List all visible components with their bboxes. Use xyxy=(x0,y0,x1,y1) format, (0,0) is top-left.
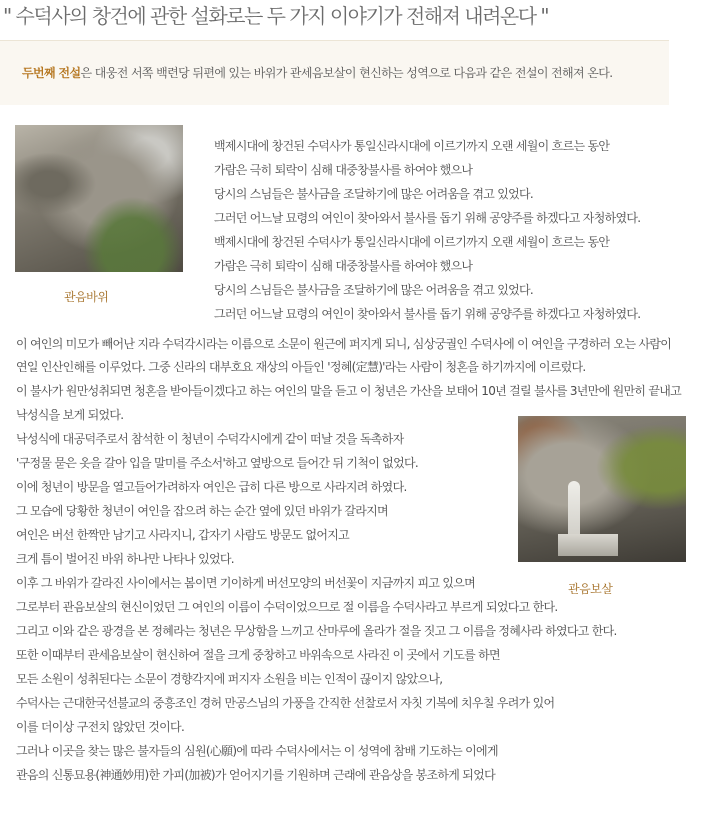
story-line: 모든 소원이 성취된다는 소문이 경향각지에 퍼지자 소원을 비는 인적이 끊이지 않았으나, xyxy=(16,672,443,686)
story-line: 연일 인산인해를 이루었다. 그중 신라의 대부호요 재상의 아들인 '정혜(定慧)'라는 사람이 청혼을 하기까지에 이르렀다. xyxy=(16,360,586,374)
story-line: 낙성식을 보게 되었다. xyxy=(16,408,124,422)
story-line: 그러던 어느날 묘령의 여인이 찾아와서 불사를 돕기 위해 공양주를 하겠다고 자청하였다. xyxy=(214,211,641,225)
intro-lead: 두번째 전설 xyxy=(22,66,81,80)
story-line: 이 불사가 원만성취되면 청혼을 받아들이겠다고 하는 여인의 말을 듣고 이 청년은 가산을 보태어 10년 걸릴 불사를 3년만에 원만히 끝내고 xyxy=(16,384,682,398)
gwaneum-rock-photo xyxy=(15,125,183,272)
photo-caption: 관음보살 xyxy=(568,582,613,596)
story-line: 백제시대에 창건된 수덕사가 통일신라시대에 이르기까지 오랜 세월이 흐르는 동안 xyxy=(214,139,610,153)
story-line: 이를 더이상 구전치 않았던 것이다. xyxy=(16,720,185,734)
gwaneum-statue-photo xyxy=(518,416,686,562)
story-line: 백제시대에 창건된 수덕사가 통일신라시대에 이르기까지 오랜 세월이 흐르는 동안 xyxy=(214,235,610,249)
story-line: 그리고 이와 같은 광경을 본 정혜라는 청년은 무상함을 느끼고 산마루에 올라가 절을 짓고 그 이름을 정혜사라 하였다고 한다. xyxy=(16,624,617,638)
story-line: 그로부터 관음보살의 현신이었던 그 여인의 이름이 수덕이었으므로 절 이름을 수덕사라고 부르게 되었다고 한다. xyxy=(16,600,558,614)
story-line: 이 여인의 미모가 빼어난 지라 수덕각시라는 이름으로 소문이 원근에 퍼지게 되니, 심상궁궐인 수덕사에 이 여인을 구경하러 오는 사람이 xyxy=(16,337,672,351)
story-line: 크게 틈이 벌어진 바위 하나만 나타나 있었다. xyxy=(16,552,234,566)
story-line: 당시의 스님들은 불사금을 조달하기에 많은 어려움을 겪고 있었다. xyxy=(214,283,534,297)
story-line: 그 모습에 당황한 청년이 여인을 잡으려 하는 순간 옆에 있던 바위가 갈라지며 xyxy=(16,504,388,518)
statue-figure xyxy=(568,481,580,541)
page-title: " 수덕사의 창건에 관한 설화로는 두 가지 이야기가 전해져 내려온다 " xyxy=(3,4,549,28)
story-line: 여인은 버선 한짝만 남기고 사라지니, 갑자기 사람도 방문도 없어지고 xyxy=(16,528,350,542)
story-line: 수덕사는 근대한국선불교의 중흥조인 경허 만공스님의 가풍을 간직한 선찰로서 자칫 기복에 치우칠 우려가 있어 xyxy=(16,696,555,710)
story-line: 또한 이때부터 관세음보살이 현신하여 절을 크게 중창하고 바위속으로 사라진 이 곳에서 기도를 하면 xyxy=(16,648,500,662)
intro-box xyxy=(0,40,669,105)
story-line: 관음의 신통묘용(神通妙用)한 가피(加被)가 얻어지기를 기원하며 근래에 관음상을 봉조하게 되었다 xyxy=(16,768,495,782)
story-line: 그러나 이곳을 찾는 많은 불자들의 심원(心願)에 따라 수덕사에서는 이 성역에 참배 기도하는 이에게 xyxy=(16,744,498,758)
story-line: 낙성식에 대공덕주로서 참석한 이 청년이 수덕각시에게 같이 떠날 것을 독촉하자 xyxy=(16,432,404,446)
story-line: 당시의 스님들은 불사금을 조달하기에 많은 어려움을 겪고 있었다. xyxy=(214,187,534,201)
story-line: '구정물 묻은 옷을 갈아 입을 말미를 주소서'하고 옆방으로 들어간 뒤 기척이 없었다. xyxy=(16,456,419,470)
photo-caption: 관음바위 xyxy=(64,290,109,304)
story-line: 이후 그 바위가 갈라진 사이에서는 봄이면 기이하게 버선모양의 버선꽃이 지금까지 피고 있으며 xyxy=(16,576,476,590)
story-line: 그러던 어느날 묘령의 여인이 찾아와서 불사를 돕기 위해 공양주를 하겠다고 자청하였다. xyxy=(214,307,641,321)
altar-figure xyxy=(558,534,618,556)
intro-text: 은 대웅전 서쪽 백련당 뒤편에 있는 바위가 관세음보살이 현신하는 성역으로 다음과 같은 전설이 전해져 온다. xyxy=(80,66,613,80)
story-line: 가람은 극히 퇴락이 심해 대중창불사를 하여야 했으나 xyxy=(214,259,473,273)
story-line: 가람은 극히 퇴락이 심해 대중창불사를 하여야 했으나 xyxy=(214,163,473,177)
story-line: 이에 청년이 방문을 열고들어가려하자 여인은 급히 다른 방으로 사라지려 하였다. xyxy=(16,480,407,494)
